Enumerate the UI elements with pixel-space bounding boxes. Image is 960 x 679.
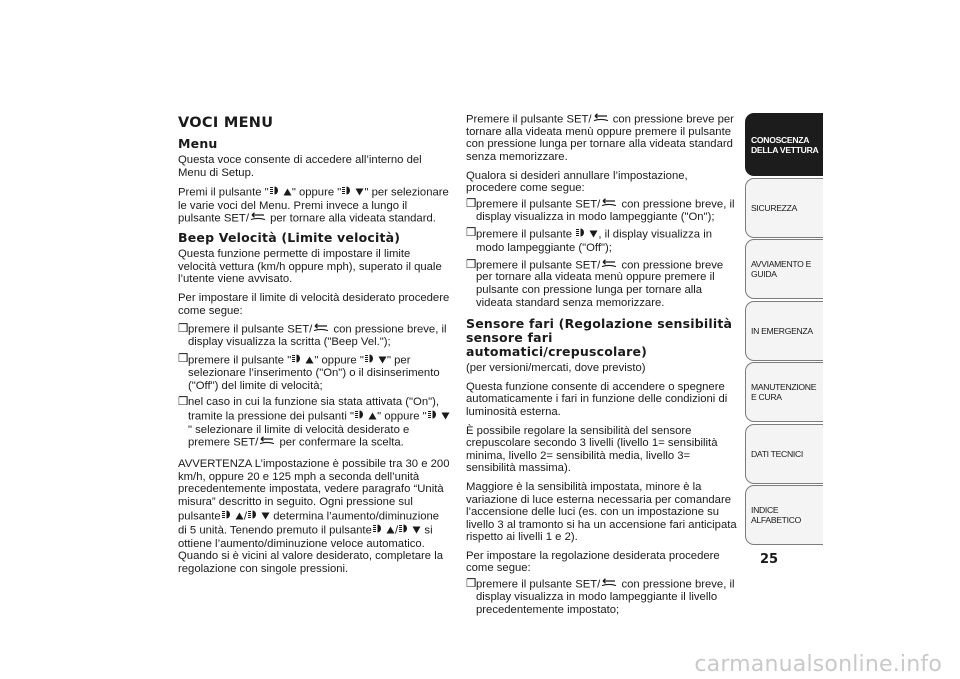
sensor-paragraph-1: Questa funzione consente di accendere o spegnere automaticamente i fari in funzione delle condizioni di luminosità esterna. [466, 380, 728, 418]
beep-paragraph-2: Per impostare il limite di velocità desiderato procedere come segue: [178, 292, 450, 317]
subheading-sensore-fari: Sensore fari (Regolazione sensibilità sensore fari automatici/crepuscolare) [466, 316, 733, 360]
tab-conoscenza-della-vettura[interactable]: CONOSCENZA DELLA VETTURA [745, 113, 823, 176]
right-paragraph-2: Qualora si desideri annullare l’impostazione, procedere come segue: [466, 169, 688, 195]
light-up-button-icon [269, 185, 292, 200]
tab-indice-alfabetico[interactable]: INDICE ALFABETICO [745, 485, 823, 545]
section-heading-voci-menu: VOCI MENU [178, 115, 274, 131]
sensor-paragraph-3: Maggiore è la sensibilità impostata, minore è la variazione di luce esterna necessaria per comandare l’accensione delle luci (es. con un impostazione su livello 3 al tramonto si ha un accensione fari anticipata rispetto ai livelli 1 e 2). [466, 480, 737, 544]
light-down-button-icon [341, 185, 364, 200]
light-up-button-icon [372, 523, 395, 538]
tab-manutenzione-e-cura[interactable]: MANUTENZIONE E CURA [745, 362, 823, 422]
list-item: ❒ premere il pulsante SET/ con pressione breve, il display visualizza la scritta ("Beep Vel."); [178, 323, 447, 349]
set-return-icon [258, 436, 276, 449]
left-column [178, 113, 450, 581]
light-up-button-icon [221, 509, 244, 524]
subheading-menu: Menu [178, 136, 218, 151]
set-return-icon [600, 198, 618, 211]
list-item: ❒ nel caso in cui la funzione sia stata attivata ("On"), tramite la pressione dei pulsanti " " oppure " " selezionare il limite di velocità desiderato e premere SET/ per confermare la scelta. [178, 396, 450, 449]
watermark: carmanualsonline.info [694, 652, 942, 677]
light-up-button-icon [354, 409, 377, 424]
sensor-subtitle: (per versioni/mercati, dove previsto) [466, 362, 646, 375]
tab-dati-tecnici[interactable]: DATI TECNICI [745, 424, 823, 484]
set-return-icon [312, 323, 330, 336]
menu-paragraph-2: Premi il pulsante " " oppure " " per selezionare le varie voci del Menu. Premi invece a lungo il pulsante SET/ per tornare alla videata standard. [178, 186, 449, 225]
light-down-button-icon [364, 353, 387, 368]
light-down-button-icon [247, 509, 270, 524]
warning-paragraph: AVVERTENZA L’impostazione è possibile tra 30 e 200 km/h, oppure 20 e 125 mph a seconda dell’unità precedentemente impostata, vedere paragrafo “Unità misura” descritto in seguito. Ogni pressione sul pulsante / determina l’aumento/diminuzione di 5 unità. Tenendo premuto il pulsante / si ottiene l’aumento/diminuzione veloce automatico. Quando si è vicini al valore desiderato, completare la regolazione con singole pressioni. [178, 458, 450, 575]
right-column [466, 113, 738, 620]
list-item: ❒ premere il pulsante " " oppure " " per selezionare l’inserimento ("On") o il disinserimento ("Off") del limite di velocità; [178, 352, 440, 392]
light-up-button-icon [291, 353, 314, 368]
set-return-icon [592, 113, 610, 126]
sensor-paragraph-4: Per impostare la regolazione desiderata procedere come segue: [466, 549, 720, 575]
tab-sicurezza[interactable]: SICUREZZA [745, 178, 823, 238]
set-return-icon [600, 259, 618, 272]
beep-paragraph-1: Questa funzione permette di impostare il limite velocità vettura (km/h oppure mph), superato il quale l’utente viene avvisato. [178, 248, 442, 286]
tab-in-emergenza[interactable]: IN EMERGENZA [745, 301, 823, 361]
light-down-button-icon [398, 523, 421, 538]
page-number: 25 [760, 552, 779, 567]
light-down-button-icon [575, 227, 598, 242]
list-item: ❒ premere il pulsante SET/ con pressione breve, il display visualizza in modo lampeggiante il livello precedentemente impostato; [466, 578, 735, 616]
set-return-icon [600, 578, 618, 591]
chapter-tab-sidebar [745, 113, 823, 547]
sensor-paragraph-2: È possibile regolare la sensibilità del sensore crepuscolare secondo 3 livelli (livello 1= sensibilità minima, livello 2= sensibilità media, livello 3= sensibilità massima). [466, 424, 718, 475]
light-down-button-icon [427, 409, 450, 424]
menu-paragraph-1: Questa voce consente di accedere all’interno del Menu di Setup. [178, 154, 422, 179]
set-return-icon [249, 212, 267, 225]
subheading-beep-velocita: Beep Velocità (Limite velocità) [178, 230, 401, 246]
right-paragraph-1: Premere il pulsante SET/ con pressione breve per tornare alla videata menù oppure premere il pulsante con pressione lunga per tornare alla videata standard senza memorizzare. [466, 113, 734, 164]
tab-avviamento-e-guida[interactable]: AVVIAMENTO E GUIDA [745, 239, 823, 299]
list-item: ❒ premere il pulsante SET/ con pressione breve per tornare alla videata menù oppure premere il pulsante con pressione lunga per tornare alla videata standard senza memorizzare. [466, 258, 724, 309]
list-item: ❒ premere il pulsante SET/ con pressione breve, il display visualizza in modo lampeggiante ("On"); [466, 197, 735, 223]
list-item: ❒ premere il pulsante , il display visualizza in modo lampeggiante ("Off"); [466, 227, 713, 254]
